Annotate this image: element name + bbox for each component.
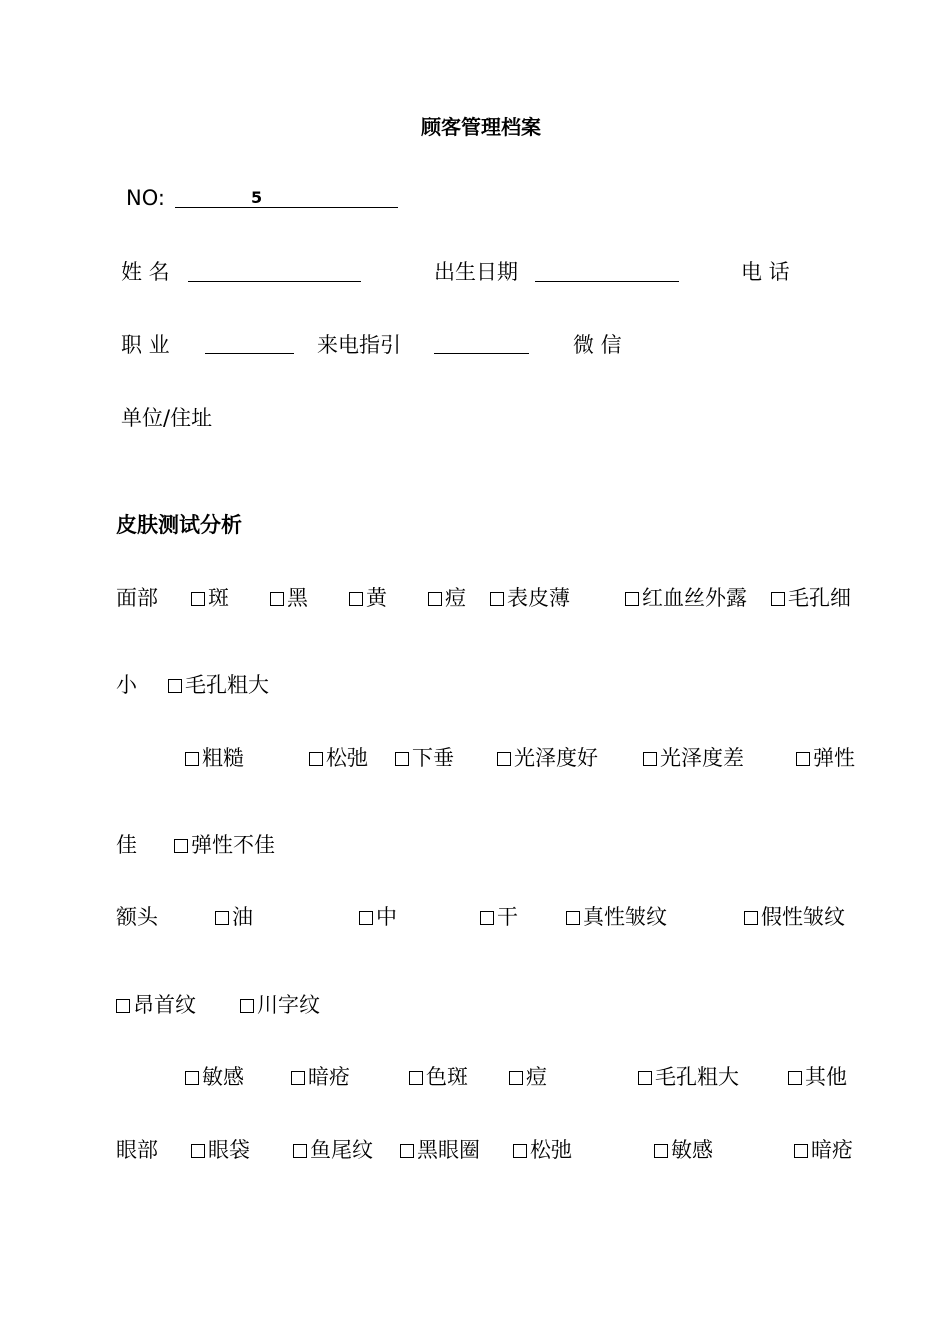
option-label: 色斑 <box>426 1065 468 1089</box>
option-label: 黄 <box>366 586 387 610</box>
checkbox-icon <box>480 911 494 925</box>
checkbox-forehead-false-wrinkles[interactable] <box>744 907 845 928</box>
checkbox-face-thin-skin[interactable] <box>490 588 570 609</box>
option-label: 光泽度差 <box>660 746 744 770</box>
checkbox-face-loose[interactable] <box>309 748 368 769</box>
option-label: 毛孔粗大 <box>185 673 269 697</box>
checkbox-icon <box>654 1144 668 1158</box>
checkbox-icon <box>794 1144 808 1158</box>
checkbox-eyes-crows-feet[interactable] <box>293 1140 373 1161</box>
option-label: 川字纹 <box>257 993 320 1017</box>
page-title: 顾客管理档案 <box>421 115 541 139</box>
checkbox-icon <box>566 911 580 925</box>
name-label: 姓 名 <box>121 260 170 284</box>
occupation-field[interactable] <box>205 353 294 354</box>
checkbox-icon <box>490 592 504 606</box>
option-label: 暗疮 <box>811 1138 853 1162</box>
wechat-label: 微 信 <box>573 333 622 357</box>
option-label: 中 <box>376 905 397 929</box>
checkbox-eyes-bags[interactable] <box>191 1140 250 1161</box>
occupation-label: 职 业 <box>121 333 170 357</box>
option-label: 松弛 <box>326 746 368 770</box>
checkbox-forehead-pigment[interactable] <box>409 1067 468 1088</box>
checkbox-face-yellow[interactable] <box>349 588 387 609</box>
checkbox-eyes-dark-circles[interactable] <box>400 1140 480 1161</box>
checkbox-forehead-frown-lines[interactable] <box>240 995 320 1016</box>
option-label: 眼袋 <box>208 1138 250 1162</box>
option-label: 敏感 <box>202 1065 244 1089</box>
checkbox-icon <box>428 592 442 606</box>
checkbox-forehead-sensitive[interactable] <box>185 1067 244 1088</box>
checkbox-forehead-lines[interactable] <box>116 995 196 1016</box>
option-label: 红血丝外露 <box>642 586 747 610</box>
birthdate-field[interactable] <box>535 281 679 282</box>
checkbox-icon <box>643 752 657 766</box>
option-label: 弹性 <box>813 746 855 770</box>
checkbox-face-rough[interactable] <box>185 748 244 769</box>
option-label: 弹性不佳 <box>191 833 275 857</box>
checkbox-icon <box>625 592 639 606</box>
checkbox-icon <box>509 1071 523 1085</box>
no-label: NO: <box>126 186 165 210</box>
checkbox-icon <box>291 1071 305 1085</box>
checkbox-forehead-normal[interactable] <box>359 907 397 928</box>
checkbox-face-fine-pores[interactable] <box>771 588 851 609</box>
checkbox-icon <box>409 1071 423 1085</box>
no-value: 5 <box>251 188 263 207</box>
phone-label: 电 话 <box>741 260 790 284</box>
checkbox-forehead-dry[interactable] <box>480 907 518 928</box>
option-label: 鱼尾纹 <box>310 1138 373 1162</box>
option-label: 表皮薄 <box>507 586 570 610</box>
birthdate-label: 出生日期 <box>434 260 518 284</box>
checkbox-icon <box>191 1144 205 1158</box>
checkbox-forehead-other[interactable] <box>788 1067 847 1088</box>
checkbox-forehead-oily[interactable] <box>215 907 253 928</box>
checkbox-icon <box>638 1071 652 1085</box>
referral-label: 来电指引 <box>317 333 401 357</box>
option-label: 下垂 <box>412 746 454 770</box>
option-label: 痘 <box>526 1065 547 1089</box>
section-title: 皮肤测试分析 <box>116 513 242 537</box>
name-field[interactable] <box>188 281 361 282</box>
wrap-text: 佳 <box>116 833 137 857</box>
checkbox-icon <box>309 752 323 766</box>
address-label: 单位/住址 <box>121 406 213 430</box>
checkbox-icon <box>400 1144 414 1158</box>
checkbox-icon <box>744 911 758 925</box>
option-label: 暗疮 <box>308 1065 350 1089</box>
checkbox-icon <box>168 679 182 693</box>
checkbox-icon <box>771 592 785 606</box>
checkbox-icon <box>270 592 284 606</box>
face-label: 面部 <box>116 586 158 610</box>
checkbox-face-large-pores[interactable] <box>168 675 269 696</box>
wrap-text: 小 <box>116 673 137 697</box>
checkbox-forehead-true-wrinkles[interactable] <box>566 907 667 928</box>
checkbox-icon <box>395 752 409 766</box>
eyes-label: 眼部 <box>116 1138 158 1162</box>
checkbox-eyes-sensitive[interactable] <box>654 1140 713 1161</box>
option-label: 粗糙 <box>202 746 244 770</box>
checkbox-face-good-elasticity[interactable] <box>796 748 855 769</box>
checkbox-icon <box>174 839 188 853</box>
option-label: 黑眼圈 <box>417 1138 480 1162</box>
checkbox-icon <box>185 752 199 766</box>
checkbox-face-spot[interactable] <box>191 588 229 609</box>
checkbox-face-poor-gloss[interactable] <box>643 748 744 769</box>
forehead-label: 额头 <box>116 905 158 929</box>
option-label: 油 <box>232 905 253 929</box>
checkbox-eyes-loose[interactable] <box>513 1140 572 1161</box>
checkbox-icon <box>293 1144 307 1158</box>
checkbox-icon <box>796 752 810 766</box>
option-label: 其他 <box>805 1065 847 1089</box>
checkbox-icon <box>116 999 130 1013</box>
checkbox-icon <box>240 999 254 1013</box>
checkbox-forehead-large-pores[interactable] <box>638 1067 739 1088</box>
option-label: 光泽度好 <box>514 746 598 770</box>
checkbox-forehead-acne[interactable] <box>509 1067 547 1088</box>
option-label: 毛孔粗大 <box>655 1065 739 1089</box>
option-label: 毛孔细 <box>788 586 851 610</box>
option-label: 松弛 <box>530 1138 572 1162</box>
checkbox-icon <box>185 1071 199 1085</box>
checkbox-icon <box>359 911 373 925</box>
referral-field[interactable] <box>434 353 529 354</box>
checkbox-face-sagging[interactable] <box>395 748 454 769</box>
checkbox-icon <box>513 1144 527 1158</box>
option-label: 黑 <box>287 586 308 610</box>
checkbox-eyes-pimples[interactable] <box>794 1140 853 1161</box>
checkbox-icon <box>215 911 229 925</box>
option-label: 假性皱纹 <box>761 905 845 929</box>
checkbox-face-poor-elasticity[interactable] <box>174 835 275 856</box>
option-label: 干 <box>497 905 518 929</box>
option-label: 斑 <box>208 586 229 610</box>
option-label: 敏感 <box>671 1138 713 1162</box>
option-label: 痘 <box>445 586 466 610</box>
checkbox-forehead-pimples[interactable] <box>291 1067 350 1088</box>
checkbox-face-good-gloss[interactable] <box>497 748 598 769</box>
no-field[interactable] <box>175 207 398 208</box>
checkbox-icon <box>191 592 205 606</box>
checkbox-face-redness[interactable] <box>625 588 747 609</box>
checkbox-icon <box>788 1071 802 1085</box>
checkbox-icon <box>497 752 511 766</box>
checkbox-icon <box>349 592 363 606</box>
option-label: 真性皱纹 <box>583 905 667 929</box>
checkbox-face-acne[interactable] <box>428 588 466 609</box>
checkbox-face-dark[interactable] <box>270 588 308 609</box>
option-label: 昂首纹 <box>133 993 196 1017</box>
